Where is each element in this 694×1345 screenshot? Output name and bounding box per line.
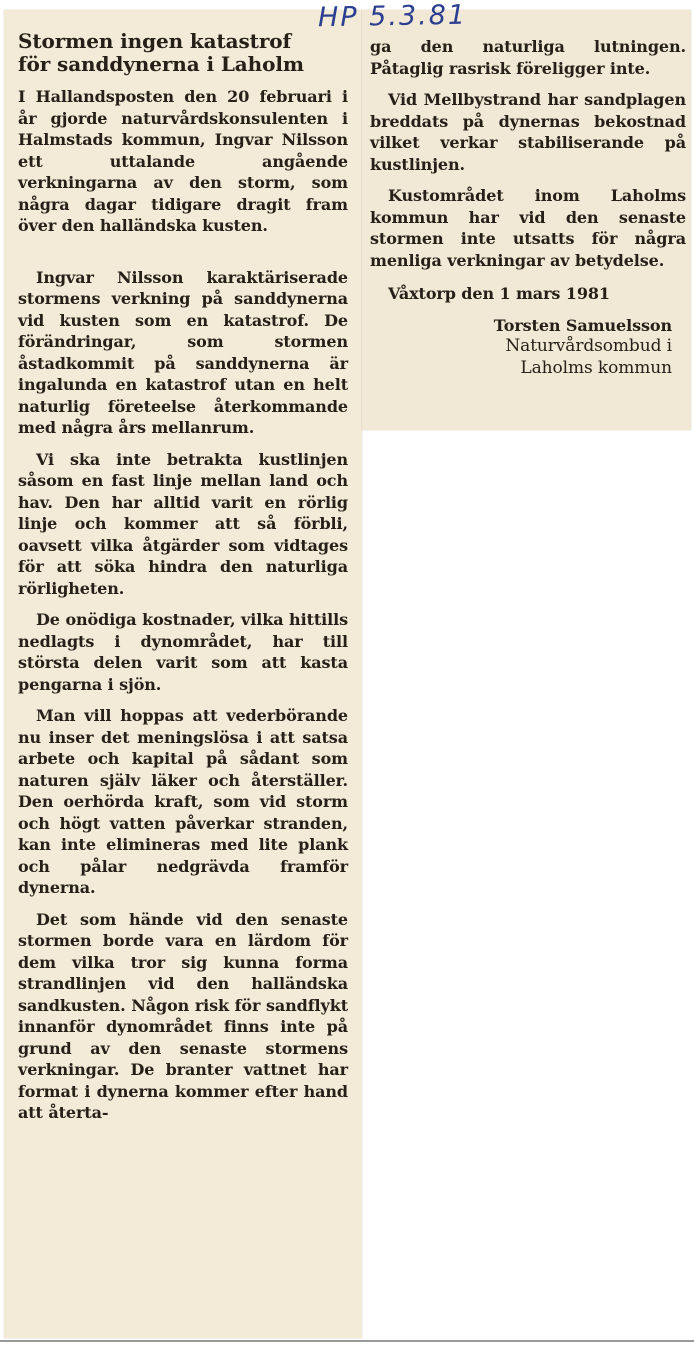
article-paragraph: De onödiga kostnader, vilka hittills nedlagts i dynområdet, har till största delen varit som att kasta pengarna i sjön. xyxy=(18,610,348,694)
article-paragraph: Man vill hoppas att vederbörande nu inser det meningslösa i att satsa arbete och kapital på sådant som naturen själv läker och återställer. Den oerhörda kraft, som vid storm och högt vatten påverkar stranden, kan inte elimineras med lite plank och pålar nedgrävda framför dynerna. xyxy=(18,706,348,897)
article-paragraph: Vi ska inte betrakta kustlinjen såsom en fast linje mellan land och hav. Den har alltid varit en rörlig linje och kommer att så förbli, oavsett vilka åtgärder som vidtages för att söka hindra den naturliga rörligheten. xyxy=(18,449,348,598)
article-paragraph: Det som hände vid den senaste stormen borde vara en lärdom för dem vilka tror sig kunna forma strandlinjen vid den halländska sandkusten. Någon risk för sandflykt innanför dynområdet finns inte på grund av den senaste stormens verkningar. De branter vattnet har format i dynerna kommer efter hand att återta- xyxy=(18,909,348,1122)
article-paragraph: Vid Mellbystrand har sandplagen breddats på dynernas bekostnad vilket verkar stabiliserande på kustlinjen. xyxy=(370,90,686,174)
article-paragraph: I Hallandsposten den 20 februari i år gjorde naturvårdskonsulenten i Halmstads kommun, Ingvar Nilsson ett uttalande angående verkningarna av den storm, som några dagar tidigare dragit fram över den halländska kusten. xyxy=(18,87,348,235)
signature-title-line-1: Naturvårdsombud i xyxy=(505,336,672,356)
article-paragraph: ga den naturliga lutningen. Påtaglig rasrisk föreligger inte. xyxy=(370,37,686,78)
handwritten-source-date: HP 5.3.81 xyxy=(317,0,468,34)
scan-edge-line xyxy=(0,1340,694,1342)
article-left-column xyxy=(18,30,348,1134)
headline-line-1: Stormen ingen katastrof xyxy=(18,29,291,53)
signature-title-line-2: Laholms kommun xyxy=(520,357,672,378)
signature-name: Torsten Samuelsson xyxy=(493,315,672,335)
article-dateline: Våxtorp den 1 mars 1981 xyxy=(388,284,610,303)
article-right-column xyxy=(370,36,686,379)
article-paragraph: Kustområdet inom Laholms kommun har vid den senaste stormen inte utsatts för några menliga verkningar av betydelse. xyxy=(370,186,686,270)
headline-line-2: för sanddynerna i Laholm xyxy=(18,52,304,76)
article-headline xyxy=(18,30,348,76)
article-paragraph: Ingvar Nilsson karaktäriserade stormens verkning på sanddynerna vid kusten som en katastrof. De förändringar, som stormen åstadkommit på sanddynerna är ingalunda en katastrof utan en helt naturlig företeelse återkommande med några års mellanrum. xyxy=(18,267,348,437)
